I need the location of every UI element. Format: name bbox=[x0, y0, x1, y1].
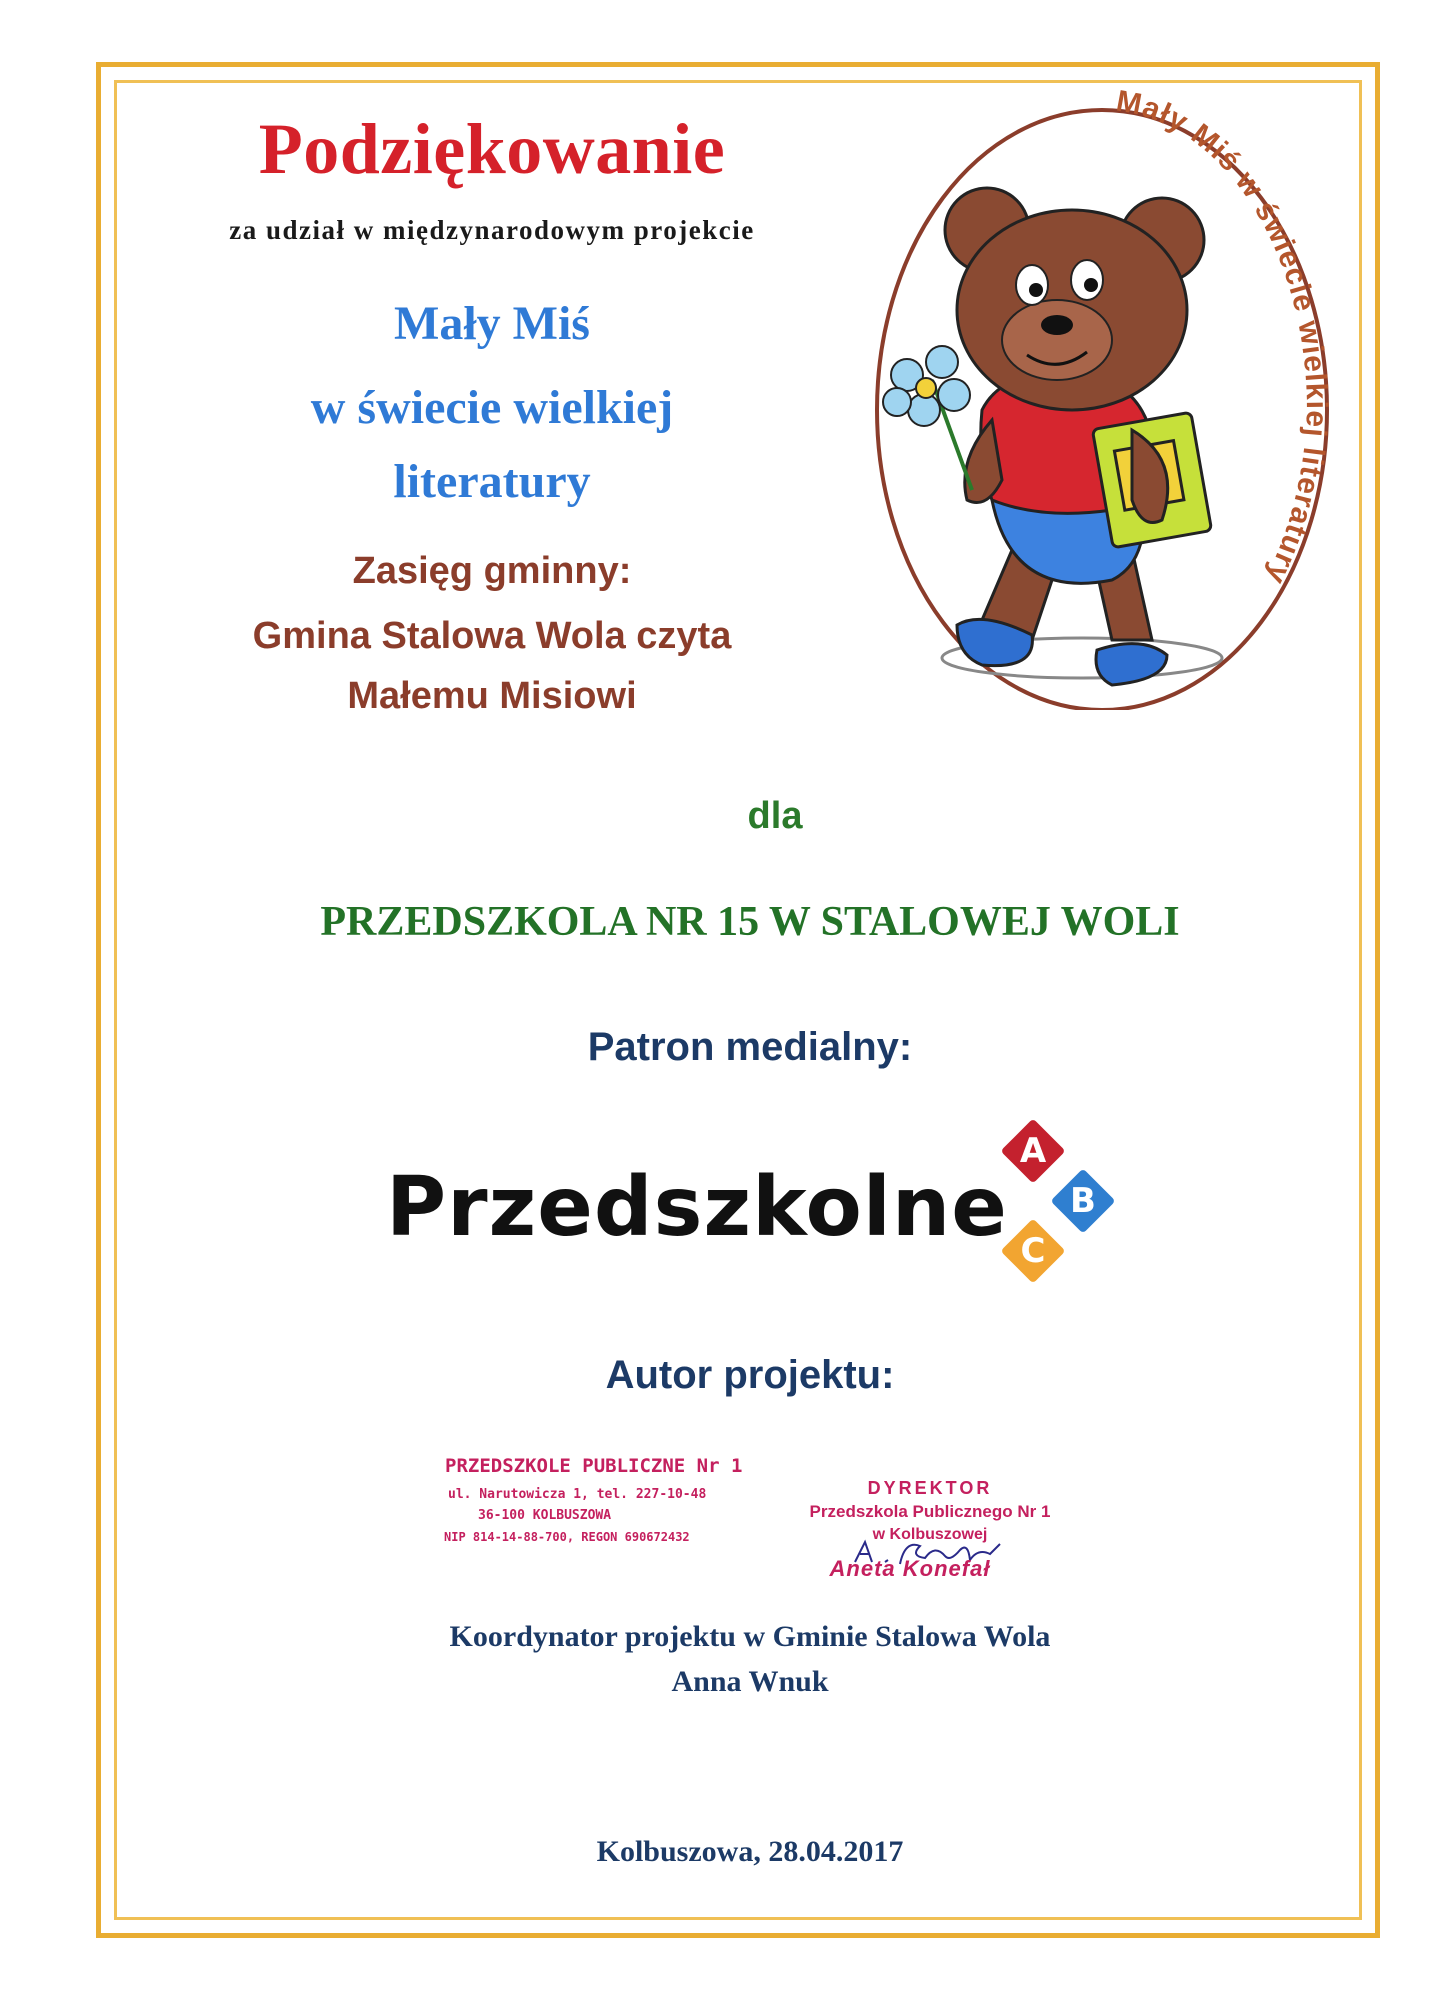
scope-line-2: Małemu Misiowi bbox=[347, 675, 637, 717]
certificate-title: Podziękowanie bbox=[258, 109, 726, 189]
coordinator-name: Anna Wnuk bbox=[671, 1665, 829, 1698]
logo-block-a: A bbox=[1000, 1118, 1065, 1183]
emblem-arc-text: Mały Miś w świecie wielkiej literatury bbox=[1113, 84, 1334, 590]
stamp-line-4: NIP 814-14-88-700, REGON 690672432 bbox=[444, 1530, 690, 1544]
place-and-date: Kolbuszowa, 28.04.2017 bbox=[596, 1835, 904, 1868]
stamp-line-2: ul. Narutowicza 1, tel. 227-10-48 bbox=[448, 1487, 707, 1502]
director-stamp-line-3: w Kolbuszowej bbox=[872, 1526, 988, 1543]
bear-emblem-logo bbox=[862, 80, 1336, 710]
certificate-subtitle: za udział w międzynarodowym projekcie bbox=[229, 215, 755, 245]
author-label: Autor projektu: bbox=[605, 1353, 895, 1397]
logo-block-b: B bbox=[1050, 1168, 1115, 1233]
for-label: dla bbox=[747, 795, 803, 837]
media-patron-label: Patron medialny: bbox=[587, 1025, 913, 1069]
director-stamp-line-2: Przedszkola Publicznego Nr 1 bbox=[809, 1502, 1051, 1521]
stamp-line-3: 36-100 KOLBUSZOWA bbox=[478, 1508, 612, 1523]
stamp-line-1: PRZEDSZKOLE PUBLICZNE Nr 1 bbox=[445, 1455, 743, 1477]
project-name-line-3: literatury bbox=[393, 455, 591, 508]
scope-line-1: Gmina Stalowa Wola czyta bbox=[252, 615, 732, 657]
recipient-name: PRZEDSZKOLA NR 15 W STALOWEJ WOLI bbox=[320, 899, 1180, 945]
project-name-line-1: Mały Miś bbox=[394, 297, 590, 350]
director-stamp-line-1: DYREKTOR bbox=[867, 1478, 993, 1498]
przedszkolne-logo-text: Przedszkolne bbox=[386, 1160, 1008, 1255]
logo-block-c: C bbox=[1000, 1218, 1065, 1283]
project-name-line-2: w świecie wielkiej bbox=[310, 381, 674, 434]
scope-label: Zasięg gminny: bbox=[352, 550, 632, 592]
director-name: Aneta Konefał bbox=[829, 1556, 991, 1581]
coordinator-line-1: Koordynator projektu w Gminie Stalowa Wola bbox=[449, 1620, 1051, 1653]
